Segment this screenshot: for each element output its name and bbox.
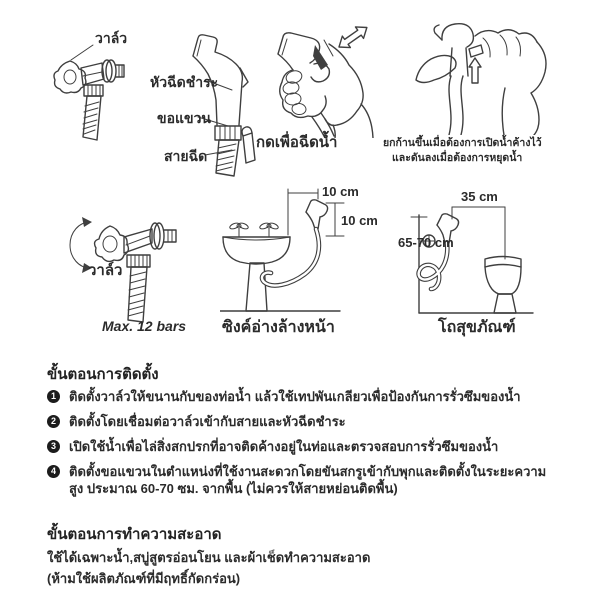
toilet-diagram: [393, 185, 583, 316]
pressed-trigger: [313, 45, 328, 70]
valve-label-pointer-line: [71, 45, 93, 60]
valve-label-bottom: วาล์ว: [88, 262, 123, 279]
step-number-badge: 2: [47, 415, 60, 428]
sprayer-coupling-nut: [215, 126, 241, 140]
press-to-spray-illustration: [270, 20, 385, 138]
step-text: ติดตั้งขอแขวนในตำแหน่งที่ใช้งานสะดวกโดยขันสกรูเข้ากับพุกและติดตั้งในระยะความสูง ประมาณ 60-70 ซม. จากพื้น (ไม่ควรให้สายหย่อนติดพื้น): [69, 464, 547, 496]
hanger-hook-label: ขอแขวน: [157, 110, 212, 126]
sink-vertical-dimension: 10 cm: [341, 213, 378, 228]
lock-lever-caption: [383, 136, 542, 166]
installation-title: ขั้นตอนการติดตั้ง: [47, 366, 159, 383]
double-arrow-icon: [335, 22, 371, 53]
step-text: เปิดใช้น้ำเพื่อไล่สิ่งสกปรกที่อาจติดค้างอยู่ในท่อและตรวจสอบการรั่วซึมของน้ำ: [69, 439, 499, 454]
threaded-pipe: [128, 267, 147, 322]
faucet-left: [229, 222, 249, 237]
sink-diagram: [220, 183, 398, 316]
step-text: ติดตั้งวาล์วให้ขนานกับของท่อน้ำ แล้วใช้เทปพันเกลียวเพื่อป้องกันการรั่วซึมของน้ำ: [69, 389, 521, 404]
step-number-badge: 4: [47, 465, 60, 478]
lock-caption-line1: ยกก้านขึ้นเมื่อต้องการเปิดน้ำค้างไว้: [383, 137, 542, 149]
installation-step-4: [47, 463, 559, 497]
valve-coupling-nut: [127, 255, 150, 267]
installation-step-3: [47, 438, 559, 455]
washbasin: [223, 237, 290, 311]
holding-hand: [475, 30, 546, 135]
cleaning-instruction-line1: ใช้ได้เฉพาะน้ำ,สบู่สูตรอ่อนโยน และผ้าเช็ดทำความสะอาด: [47, 550, 371, 565]
valve-wall-flange: [102, 60, 124, 82]
spray-head-label: หัวฉีดชำระ: [150, 74, 219, 90]
valve-coupling-nut: [84, 85, 103, 96]
valve-label-top: วาล์ว: [95, 30, 128, 46]
toilet-bowl: [485, 257, 521, 314]
installation-step-2: [47, 413, 559, 430]
threaded-pipe: [83, 96, 101, 140]
max-pressure-note: Max. 12 bars: [102, 318, 187, 334]
toilet-horizontal-dimension: 35 cm: [461, 189, 498, 204]
sink-horizontal-dimension: 10 cm: [322, 184, 359, 199]
sink-caption: ซิงค์อ่างล้างหน้า: [222, 319, 335, 336]
step-number-badge: 1: [47, 390, 60, 403]
step-number-badge: 3: [47, 440, 60, 453]
toilet-vertical-dimension: 65-70 cm: [398, 235, 454, 250]
hanger-hook: [242, 127, 255, 163]
press-to-spray-caption: กดเพื่อฉีดน้ำ: [256, 134, 338, 151]
valve-knob: [54, 61, 86, 93]
mounted-sprayer: [306, 200, 328, 229]
cleaning-instruction-line2: (ห้ามใช้ผลิตภัณฑ์ที่มีฤทธิ์กัดกร่อน): [47, 571, 241, 586]
hose-label: สายฉีด: [164, 148, 208, 164]
cleaning-title: ขั้นตอนการทำความสะอาด: [47, 526, 222, 543]
faucet-right: [259, 222, 279, 237]
lock-caption-line2: และดันลงเมื่อต้องการหยุดน้ำ: [392, 152, 523, 164]
hose-below: [449, 76, 463, 135]
installation-steps-list: [47, 388, 559, 505]
valve-wall-flange: [150, 223, 176, 249]
lock-lever: [469, 45, 483, 57]
up-arrow-icon: [469, 58, 481, 83]
toilet-caption: โถสุขภัณฑ์: [438, 319, 516, 336]
lock-lever-illustration: [390, 20, 560, 135]
step-text: ติดตั้งโดยเชื่อมต่อวาล์วเข้ากับสายและหัวฉีดชำระ: [69, 414, 346, 429]
installation-step-1: [47, 388, 559, 405]
gripping-hand: [280, 44, 373, 138]
dimension-lines: [411, 207, 505, 259]
threaded-hose-end: [216, 140, 239, 176]
